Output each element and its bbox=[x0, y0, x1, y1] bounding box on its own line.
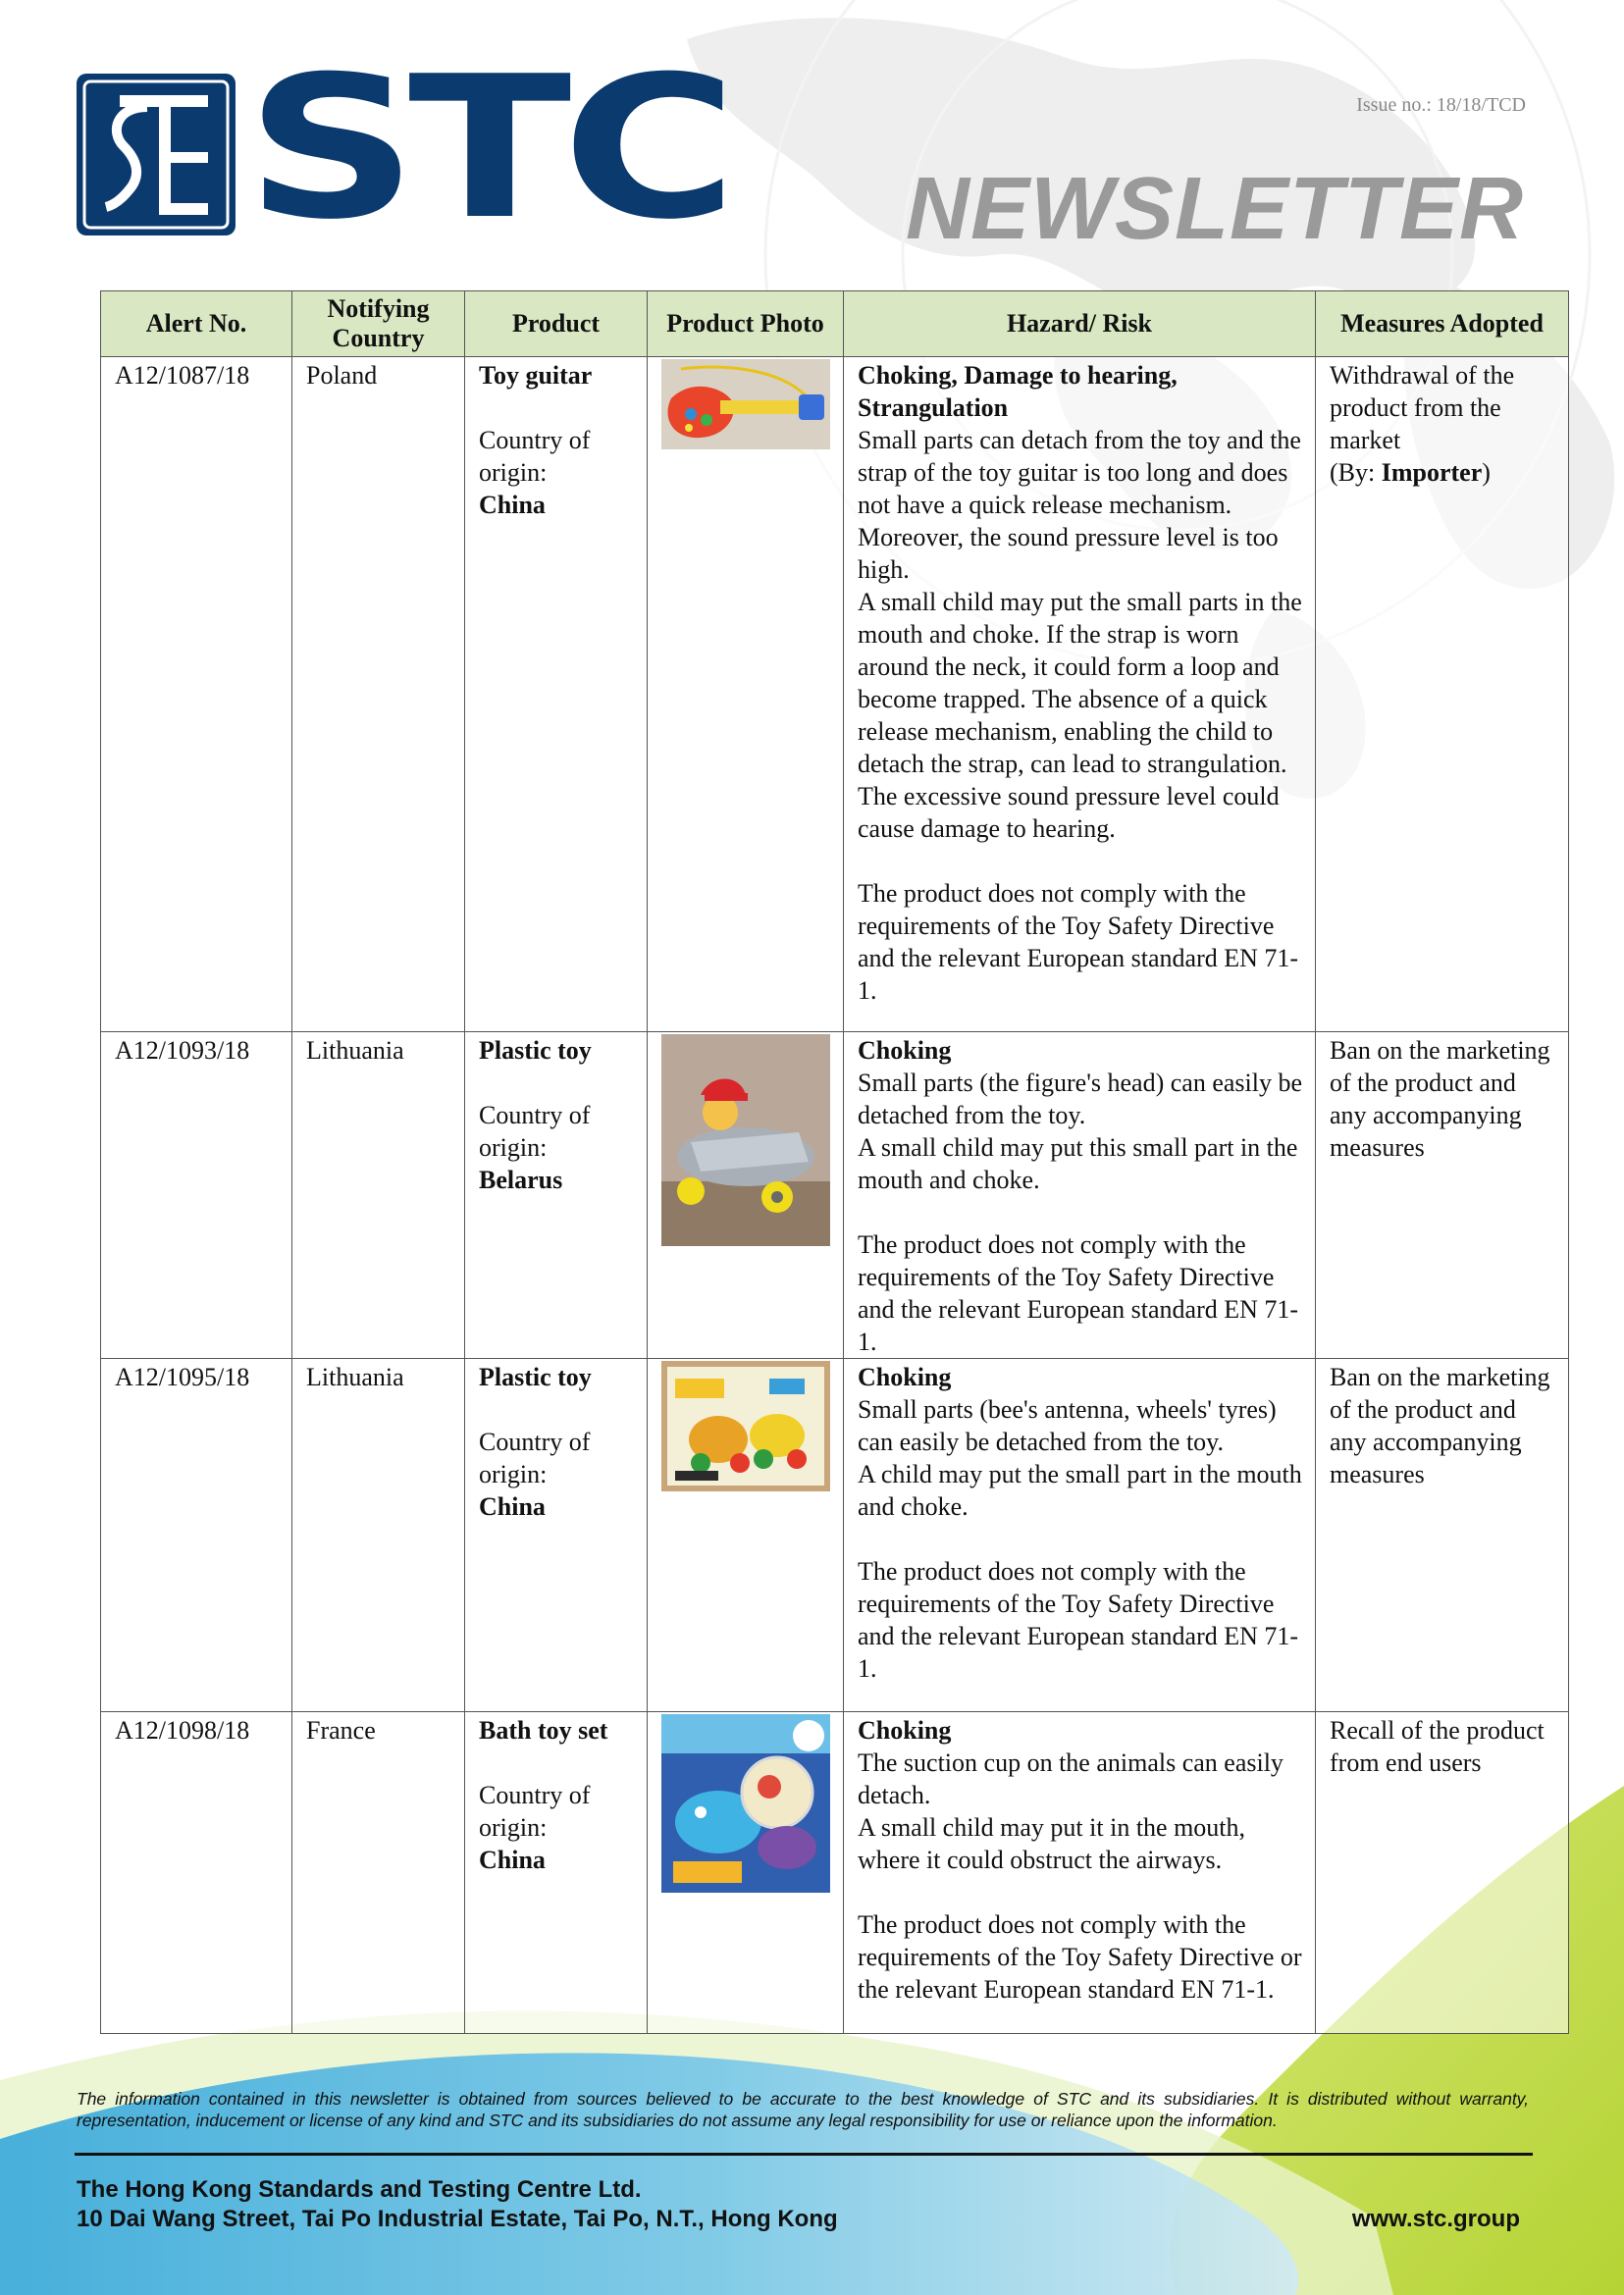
product-name: Plastic toy bbox=[479, 1363, 592, 1391]
measures-text: Withdrawal of the product from the market bbox=[1330, 361, 1515, 454]
notifying-country: Lithuania bbox=[292, 1032, 465, 1359]
measures-cell bbox=[1316, 1712, 1569, 2034]
measures-text: Ban on the marketing of the product and any accompanying measures bbox=[1330, 1363, 1550, 1488]
origin-country: China bbox=[479, 1846, 546, 1874]
origin-country: China bbox=[479, 491, 546, 519]
hazard-title: Choking bbox=[858, 1363, 952, 1391]
alert-number: A12/1095/18 bbox=[101, 1359, 292, 1712]
hazard-title: Choking, Damage to hearing, Strangulation bbox=[858, 361, 1178, 422]
photo-cell bbox=[648, 357, 844, 1032]
company-name: The Hong Kong Standards and Testing Centre Ltd. bbox=[77, 2176, 642, 2203]
origin-label: Country of origin: bbox=[479, 426, 591, 487]
hazard-description: Small parts (the figure's head) can easily be detached from the toy. bbox=[858, 1069, 1303, 1129]
origin-label: Country of origin: bbox=[479, 1428, 591, 1488]
notifying-country: Lithuania bbox=[292, 1359, 465, 1712]
toy-plane-photo bbox=[661, 1034, 830, 1246]
product-name: Plastic toy bbox=[479, 1036, 592, 1065]
origin-label: Country of origin: bbox=[479, 1101, 591, 1162]
compliance-note: The product does not comply with the requirements of the Toy Safety Directive or the relevant European standard EN 71-1. bbox=[858, 1910, 1302, 2004]
alerts-table bbox=[100, 290, 1569, 2034]
origin-country: Belarus bbox=[479, 1166, 563, 1194]
disclaimer-text: The information contained in this newsletter is obtained from sources believed to be accurate to the best knowledge of STC and its subsidiaries. It is distributed without warranty, representation, inducement or license of any kind and STC and its subsidiaries do not assume any legal responsibility for use or reliance upon the information. bbox=[77, 2089, 1529, 2130]
newsletter-title: NEWSLETTER bbox=[906, 160, 1524, 258]
hazard-cell bbox=[844, 1712, 1316, 2034]
product-cell bbox=[465, 1359, 648, 1712]
toy-guitar-photo bbox=[661, 359, 830, 449]
measures-cell bbox=[1316, 357, 1569, 1032]
measures-cell bbox=[1316, 1359, 1569, 1712]
product-name: Toy guitar bbox=[479, 361, 593, 390]
hazard-description: The suction cup on the animals can easily detach. bbox=[858, 1748, 1283, 1809]
header-measures-adopted: Measures Adopted bbox=[1316, 291, 1569, 357]
header-hazard-risk: Hazard/ Risk bbox=[844, 291, 1316, 357]
hazard-description: Small parts (bee's antenna, wheels' tyres) can easily be detached from the toy. bbox=[858, 1395, 1277, 1456]
compliance-note: The product does not comply with the requirements of the Toy Safety Directive and the relevant European standard EN 71-1. bbox=[858, 1230, 1299, 1356]
hazard-title: Choking bbox=[858, 1036, 952, 1065]
table-header-row bbox=[101, 291, 1569, 357]
hazard-cell bbox=[844, 357, 1316, 1032]
measures-text: Recall of the product from end users bbox=[1330, 1716, 1545, 1777]
header-notifying-country: Notifying Country bbox=[292, 291, 465, 357]
product-name: Bath toy set bbox=[479, 1716, 608, 1745]
photo-cell bbox=[648, 1712, 844, 2034]
alert-number: A12/1093/18 bbox=[101, 1032, 292, 1359]
measures-by: (By: Importer) bbox=[1330, 458, 1491, 487]
header-product: Product bbox=[465, 291, 648, 357]
hazard-consequence: A small child may put this small part in the mouth and choke. bbox=[858, 1133, 1298, 1194]
website-link[interactable]: www.stc.group bbox=[1351, 2206, 1520, 2232]
footer-divider bbox=[75, 2153, 1533, 2156]
origin-country: China bbox=[479, 1492, 546, 1521]
header-product-photo: Product Photo bbox=[648, 291, 844, 357]
hazard-title: Choking bbox=[858, 1716, 952, 1745]
hazard-consequence: A child may put the small part in the mouth and choke. bbox=[858, 1460, 1302, 1521]
alert-number: A12/1087/18 bbox=[101, 357, 292, 1032]
hazard-cell bbox=[844, 1359, 1316, 1712]
compliance-note: The product does not comply with the requirements of the Toy Safety Directive and the relevant European standard EN 71-1. bbox=[858, 1557, 1299, 1683]
photo-cell bbox=[648, 1032, 844, 1359]
hazard-description: Small parts can detach from the toy and the strap of the toy guitar is too long and does not have a quick release mechanism. Moreover, the sound pressure level is too high. bbox=[858, 426, 1301, 584]
notifying-country: France bbox=[292, 1712, 465, 2034]
product-cell bbox=[465, 357, 648, 1032]
compliance-note: The product does not comply with the requirements of the Toy Safety Directive and the relevant European standard EN 71-1. bbox=[858, 879, 1299, 1005]
bath-toy-set-photo bbox=[661, 1714, 830, 1893]
company-address: 10 Dai Wang Street, Tai Po Industrial Estate, Tai Po, N.T., Hong Kong bbox=[77, 2206, 838, 2232]
hazard-cell bbox=[844, 1032, 1316, 1359]
stc-logo-mark bbox=[77, 74, 236, 235]
notifying-country: Poland bbox=[292, 357, 465, 1032]
alert-number: A12/1098/18 bbox=[101, 1712, 292, 2034]
table-row bbox=[101, 357, 1569, 1032]
header-alert-no: Alert No. bbox=[101, 291, 292, 357]
product-cell bbox=[465, 1712, 648, 2034]
table-row bbox=[101, 1359, 1569, 1712]
measures-text: Ban on the marketing of the product and any accompanying measures bbox=[1330, 1036, 1550, 1162]
measures-cell bbox=[1316, 1032, 1569, 1359]
hazard-consequence: A small child may put it in the mouth, where it could obstruct the airways. bbox=[858, 1813, 1246, 1874]
hazard-consequence: A small child may put the small parts in the mouth and choke. If the strap is worn around the neck, it could form a loop and become trapped. The absence of a quick release mechanism, enabling the child to detach the strap, can lead to strangulation. The excessive sound pressure level could cause damage to hearing. bbox=[858, 588, 1302, 843]
table-row bbox=[101, 1032, 1569, 1359]
table-row bbox=[101, 1712, 1569, 2034]
stc-logo-text: STC bbox=[245, 34, 728, 263]
toy-bee-box-photo bbox=[661, 1361, 830, 1491]
product-cell bbox=[465, 1032, 648, 1359]
issue-number: Issue no.: 18/18/TCD bbox=[1356, 94, 1526, 116]
photo-cell bbox=[648, 1359, 844, 1712]
origin-label: Country of origin: bbox=[479, 1781, 591, 1842]
